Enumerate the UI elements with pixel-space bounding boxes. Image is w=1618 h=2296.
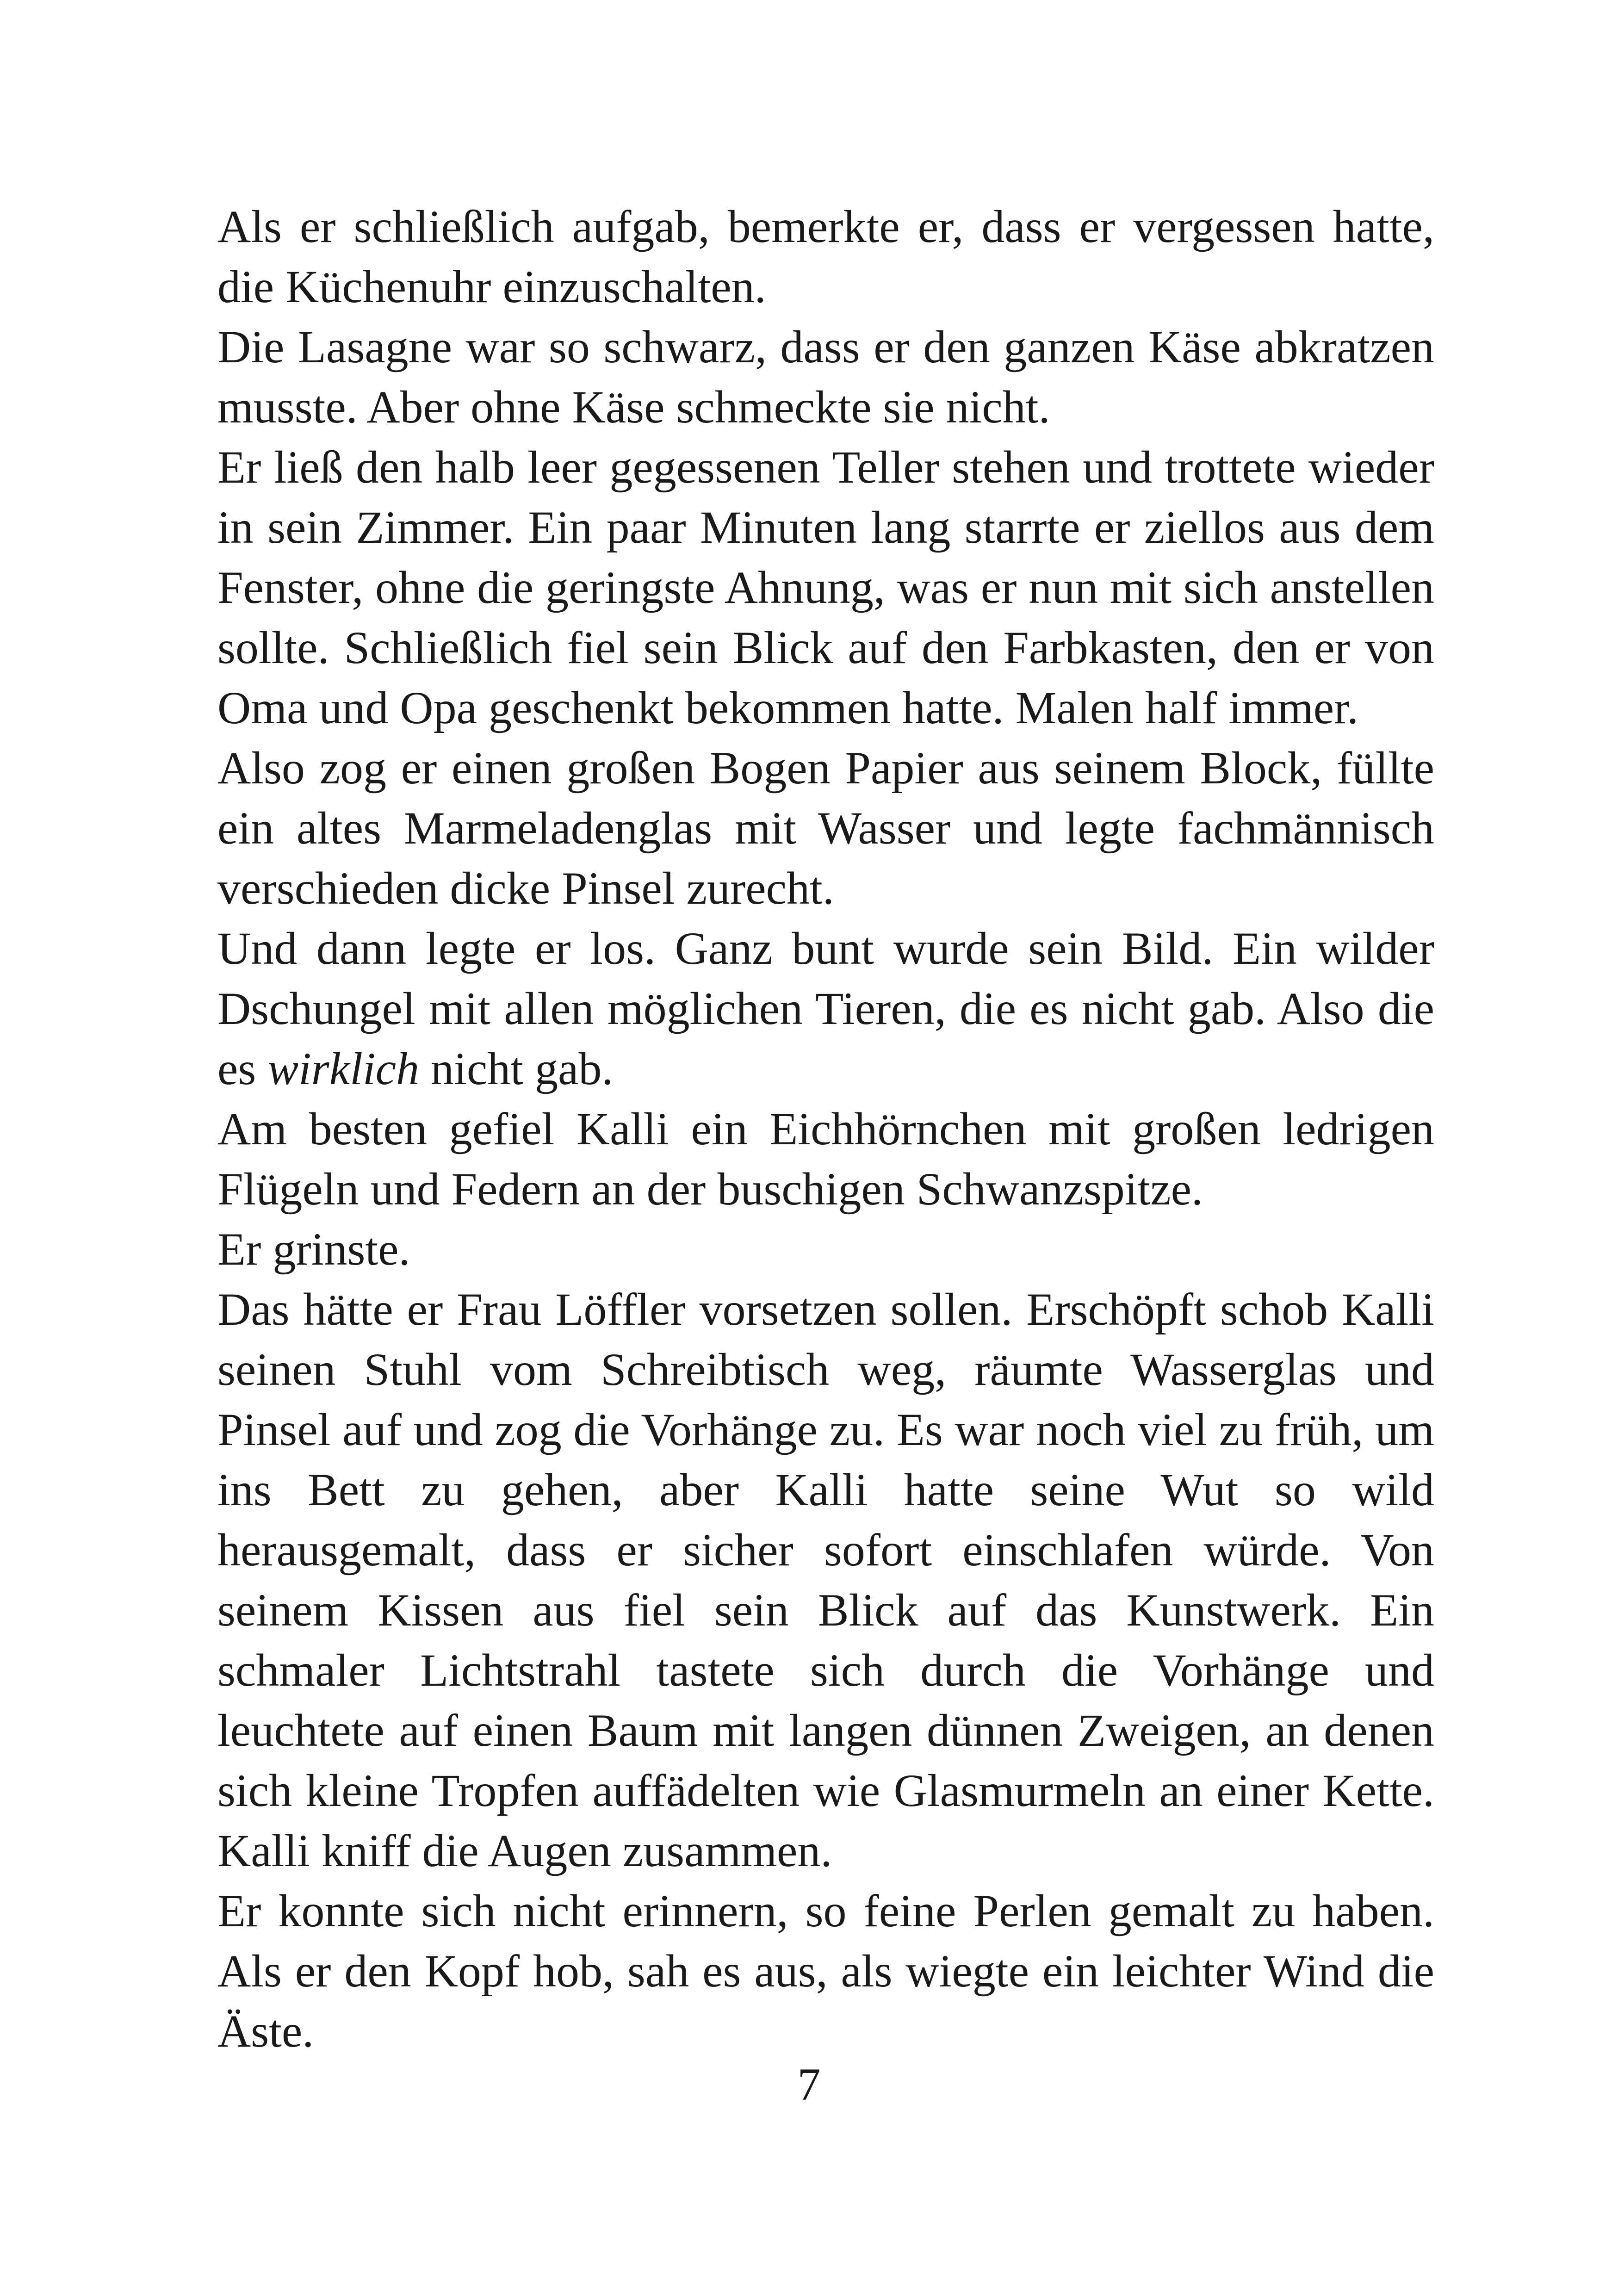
- paragraph: [217, 1099, 1434, 1219]
- text-segment: Er konnte sich nicht erinnern, so feine Perlen gemalt zu haben. Als er den Kopf hob, sah es aus, als wiegte ein leichter Wind die Äste.: [217, 1885, 1434, 2057]
- emphasized-text: wirklich: [267, 1043, 420, 1094]
- body-text: [217, 197, 1434, 2061]
- paragraph: [217, 918, 1434, 1099]
- page-number: 7: [797, 2059, 821, 2110]
- text-segment: Die Lasagne war so schwarz, dass er den ganzen Käse abkratzen musste. Aber ohne Käse schmeckte sie nicht.: [217, 321, 1434, 433]
- paragraph: [217, 1279, 1434, 1881]
- text-segment: Und dann legte er los. Ganz bunt wurde sein Bild. Ein wilder Dschungel mit allen möglichen Tieren, die es nicht gab. Also die es: [217, 923, 1434, 1094]
- paragraph: [217, 738, 1434, 918]
- paragraph: [217, 317, 1434, 437]
- text-segment: Als er schließlich aufgab, bemerkte er, dass er vergessen hatte, die Küchenuhr einzuschalten.: [217, 201, 1434, 312]
- text-segment: Das hätte er Frau Löffler vorsetzen sollen. Erschöpft schob Kalli seinen Stuhl vom Schreibtisch weg, räumte Wasserglas und Pinsel auf und zog die Vorhänge zu. Es war noch viel zu früh, um ins Bett zu gehen, aber Kalli hatte seine Wut so wild herausgemalt, dass er sicher sofort einschlafen würde. Von seinem Kissen aus fiel sein Blick auf das Kunstwerk. Ein schmaler Lichtstrahl tastete sich durch die Vorhänge und leuchtete auf einen Baum mit langen dünnen Zweigen, an denen sich kleine Tropfen auffädelten wie Glasmurmeln an einer Kette. Kalli kniff die Augen zusammen.: [217, 1284, 1434, 1876]
- text-segment: nicht gab.: [419, 1043, 614, 1094]
- text-segment: Am besten gefiel Kalli ein Eichhörnchen mit großen ledrigen Flügeln und Federn an der buschigen Schwanzspitze.: [217, 1103, 1434, 1215]
- paragraph: [217, 1219, 1434, 1279]
- text-segment: Er grinste.: [217, 1223, 410, 1275]
- text-segment: Er ließ den halb leer gegessenen Teller stehen und trottete wieder in sein Zimmer. Ein paar Minuten lang starrte er ziellos aus dem Fenster, ohne die geringste Ahnung, was er nun mit sich anstellen sollte. Schließlich fiel sein Blick auf den Farbkasten, den er von Oma und Opa geschenkt bekommen hatte. Malen half immer.: [217, 441, 1434, 733]
- paragraph: [217, 437, 1434, 738]
- paragraph: [217, 197, 1434, 317]
- text-segment: Also zog er einen großen Bogen Papier aus seinem Block, füllte ein altes Marmeladenglas mit Wasser und legte fachmännisch verschieden dicke Pinsel zurecht.: [217, 742, 1434, 914]
- paragraph: [217, 1881, 1434, 2061]
